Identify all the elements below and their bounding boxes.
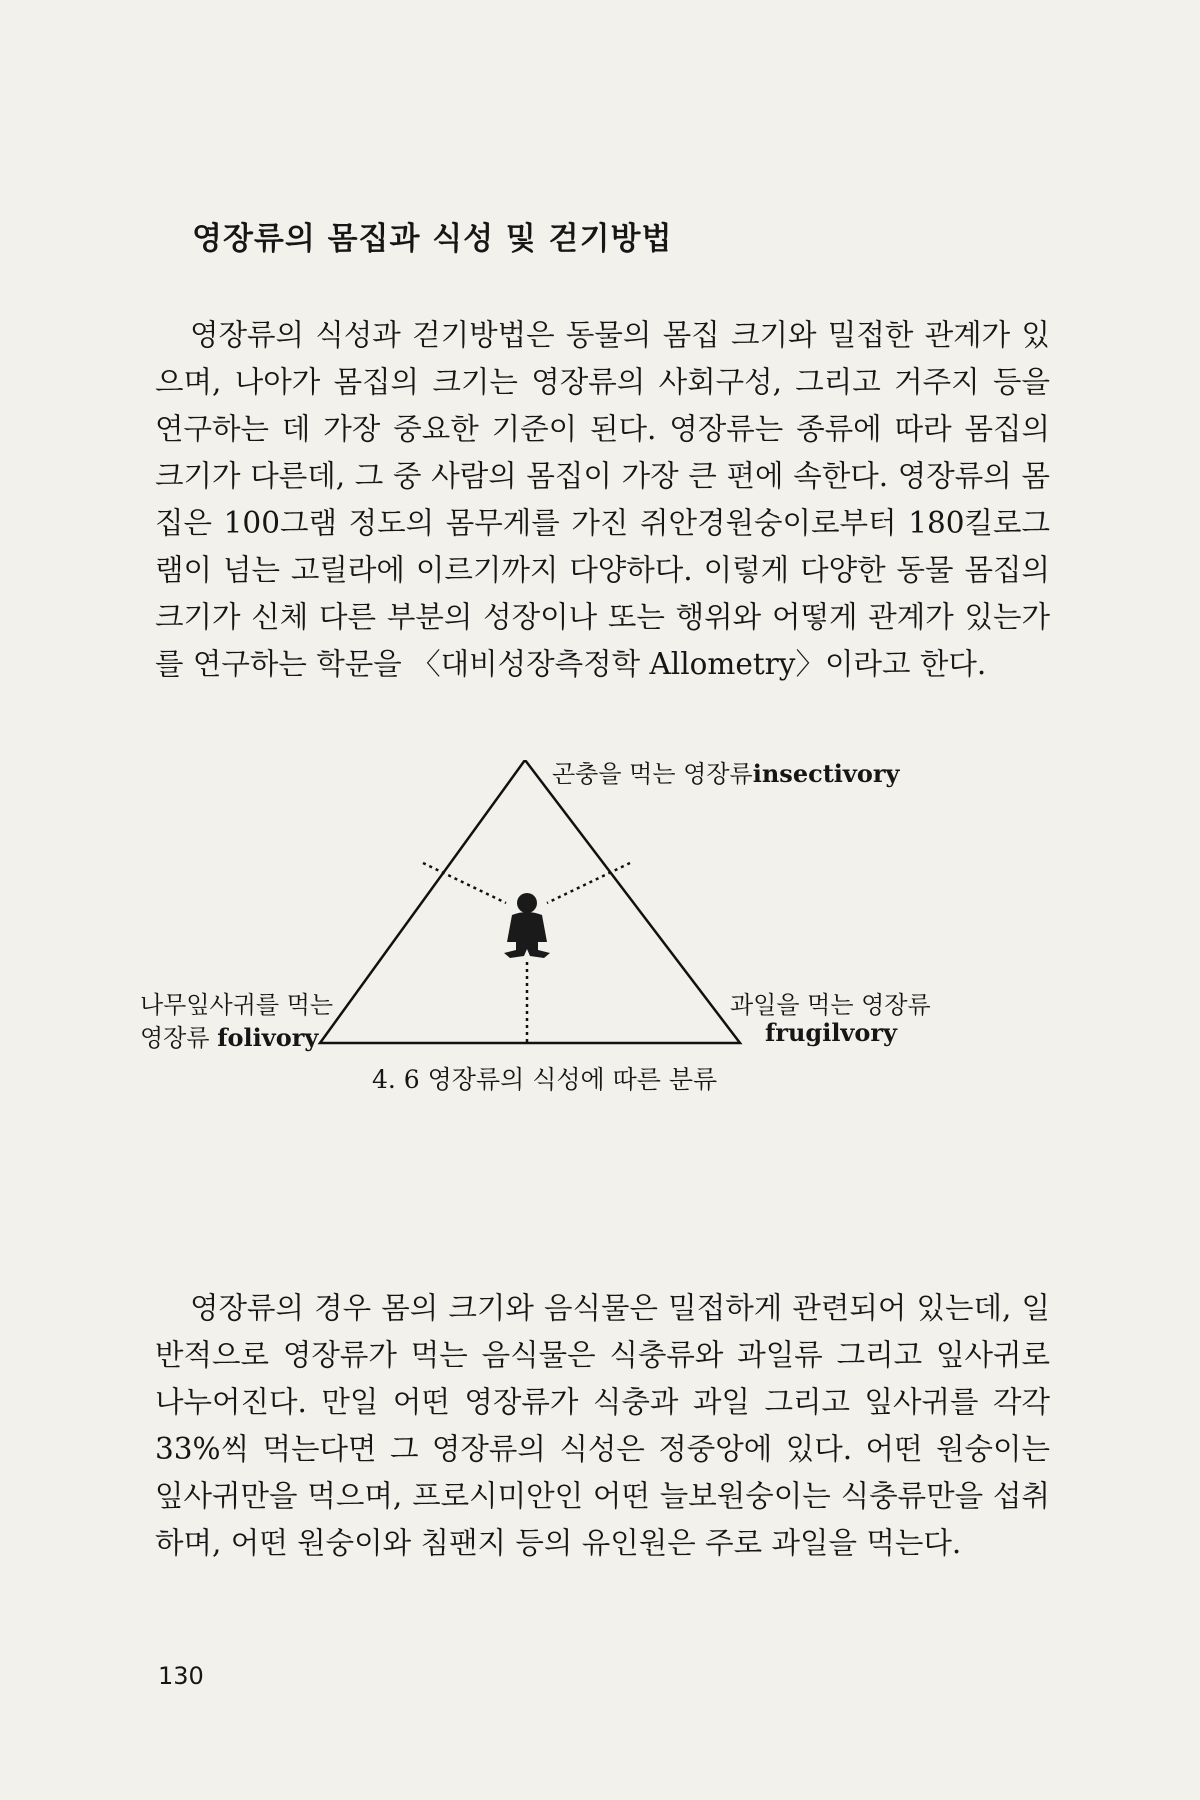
diet-triangle-figure bbox=[140, 760, 1060, 1250]
label-folivory-line2: 영장류 folivory bbox=[140, 1023, 319, 1052]
label-folivory-line1: 나무잎사귀를 먹는 bbox=[140, 991, 334, 1019]
label-frugivory-line2: frugilvory bbox=[765, 1018, 897, 1047]
primate-silhouette-icon bbox=[504, 893, 550, 958]
label-insectivory: 곤충을 먹는 영장류insectivory bbox=[552, 759, 900, 788]
page-number: 130 bbox=[158, 1662, 204, 1690]
label-frugivory-line1: 과일을 먹는 영장류 bbox=[730, 991, 931, 1019]
figure-caption: 4. 6 영장류의 식성에 따른 분류 bbox=[372, 1065, 718, 1094]
paragraph-diet: 영장류의 경우 몸의 크기와 음식물은 밀접하게 관련되어 있는데, 일반적으로 영장류가 먹는 음식물은 식충류와 과일류 그리고 잎사귀로 나누어진다. 만일 어떤 영장류가 식충과 과일 그리고 잎사귀를 각각 33%씩 먹는다면 그 영장류의 식성은 정중앙에 있다. 어떤 원숭이는 잎사귀만을 먹으며, 프로시미안인 어떤 늘보원숭이는 식충류만을 섭취하며, 어떤 원숭이와 침팬지 등의 유인원은 주로 과일을 먹는다. bbox=[155, 1291, 1050, 1560]
paragraph-allometry: 영장류의 식성과 걷기방법은 동물의 몸집 크기와 밀접한 관계가 있으며, 나아가 몸집의 크기는 영장류의 사회구성, 그리고 거주지 등을 연구하는 데 가장 중요한 기준이 된다. 영장류는 종류에 따라 몸집의 크기가 다른데, 그 중 사람의 몸집이 가장 큰 편에 속한다. 영장류의 몸집은 100그램 정도의 몸무게를 가진 쥐안경원숭이로부터 180킬로그램이 넘는 고릴라에 이르기까지 다양하다. 이렇게 다양한 동물 몸집의 크기가 신체 다른 부분의 성장이나 또는 행위와 어떻게 관계가 있는가를 연구하는 학문을 〈대비성장측정학 Allometry〉이라고 한다. bbox=[155, 318, 1050, 681]
section-heading: 영장류의 몸집과 식성 및 걷기방법 bbox=[192, 221, 673, 257]
